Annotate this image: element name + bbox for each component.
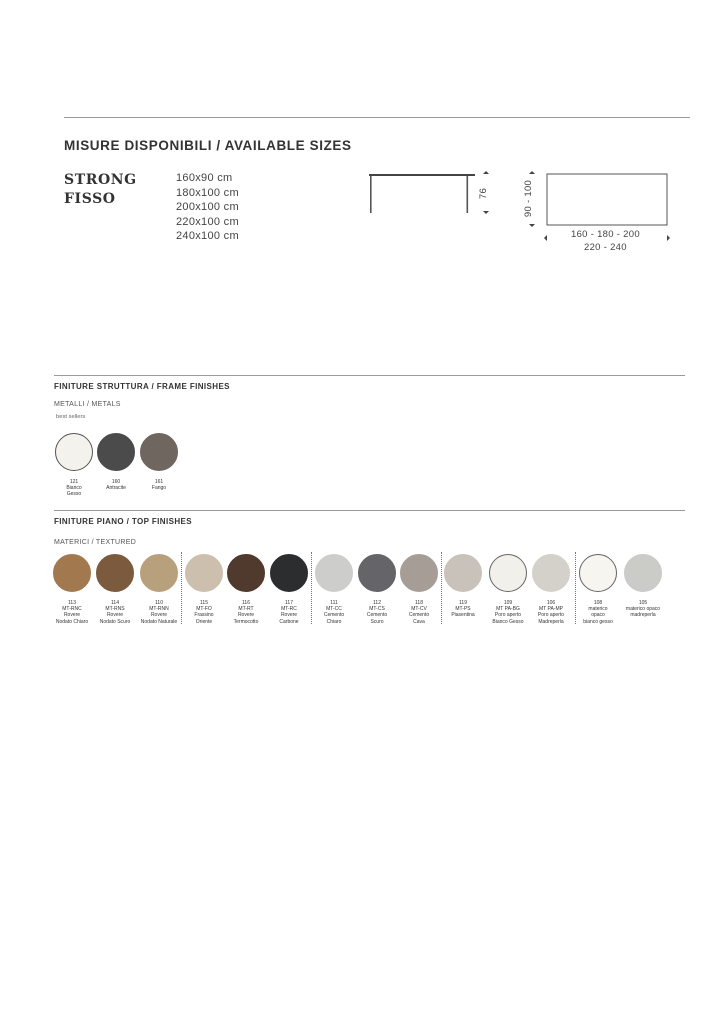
- frame-divider: [54, 375, 685, 376]
- finish-swatch: [525, 554, 577, 625]
- swatch-color-circle: [55, 433, 93, 471]
- sizes-title: MISURE DISPONIBILI / AVAILABLE SIZES: [64, 138, 352, 153]
- swatch-label-line: 105: [638, 600, 648, 606]
- swatch-label: [525, 600, 577, 625]
- swatch-label-line: MT-RNC: [62, 606, 82, 613]
- frame-finishes-subtitle: METALLI / METALS: [54, 401, 121, 408]
- swatch-color-circle: [96, 554, 134, 592]
- swatch-label-line: 114: [111, 600, 119, 606]
- swatch-label-line: MT-RC: [281, 606, 297, 613]
- swatch-label-line: Nodato Naturale: [140, 618, 178, 625]
- swatch-color-circle: [270, 554, 308, 592]
- swatch-label-line: Madreperla: [538, 618, 564, 625]
- length-dimension-line2: 220 - 240: [584, 242, 627, 253]
- model-name-line2: FISSO: [64, 191, 116, 207]
- swatch-label: [133, 479, 185, 491]
- swatch-color-circle: [97, 433, 135, 471]
- swatch-label-line: MT-RNS: [105, 606, 125, 613]
- swatch-color-circle: [140, 554, 178, 592]
- swatch-label-line: 111: [330, 600, 338, 606]
- swatch-label-line: Rovere: [280, 612, 298, 619]
- swatch-label-line: Cemento: [323, 612, 345, 619]
- swatch-label-line: MT-RT: [238, 606, 254, 613]
- group-separator: [441, 552, 442, 624]
- swatch-color-circle: [444, 554, 482, 592]
- swatch-label-line: 117: [285, 600, 293, 606]
- swatch-color-circle: [185, 554, 223, 592]
- swatch-label-line: Fango: [151, 485, 167, 492]
- swatch-label-line: Oriente: [195, 618, 213, 625]
- swatch-color-circle: [400, 554, 438, 592]
- swatch-label-line: Nodato Chiaro: [55, 618, 89, 625]
- swatch-color-circle: [53, 554, 91, 592]
- swatch-label-line: Bianco: [66, 485, 82, 492]
- swatch-label-line: Cemento: [408, 612, 430, 619]
- swatch-label-line: Chiaro: [326, 618, 342, 625]
- top-finishes-subtitle: MATERICI / TEXTURED: [54, 539, 137, 546]
- swatch-label-line: Carbone: [279, 618, 299, 625]
- swatch-color-circle: [624, 554, 662, 592]
- length-dimension-line1: 160 - 180 - 200: [571, 229, 640, 240]
- swatch-color-circle: [579, 554, 617, 592]
- swatch-label-line: 106: [546, 600, 556, 606]
- swatch-label-line: Termocotto: [233, 618, 259, 625]
- swatch-label-line: Poro aperto: [537, 612, 565, 619]
- top-divider: [64, 117, 690, 118]
- swatch-label-line: Scuro: [370, 618, 384, 625]
- finish-swatch: [617, 554, 669, 619]
- swatch-label-line: MT-PS: [455, 606, 471, 613]
- size-item: 160x90 cm: [176, 172, 233, 184]
- swatch-color-circle: [227, 554, 265, 592]
- swatch-label-line: opaco: [591, 612, 605, 619]
- swatch-color-circle: [315, 554, 353, 592]
- swatch-label-line: 113: [68, 600, 76, 606]
- size-item: 240x100 cm: [176, 230, 239, 242]
- swatch-label-line: MT-CC: [326, 606, 342, 613]
- swatch-label-line: MT-RNN: [149, 606, 169, 613]
- swatch-label: [617, 600, 669, 619]
- swatch-label-line: Piasentina: [451, 612, 475, 619]
- group-separator: [575, 552, 576, 624]
- swatch-label-line: 119: [459, 600, 467, 606]
- swatch-label-line: MT-CS: [369, 606, 385, 613]
- swatch-label-line: Nodato Scuro: [99, 618, 131, 625]
- size-item: 200x100 cm: [176, 201, 239, 213]
- swatch-label-line: materico opaco: [625, 606, 661, 613]
- swatch-label-line: Rovere: [237, 612, 255, 619]
- swatch-label-line: 112: [373, 600, 381, 606]
- swatch-label-line: 161: [154, 479, 164, 485]
- height-dimension: 76: [478, 187, 490, 200]
- swatch-label-line: Frassino: [194, 612, 214, 619]
- swatch-label-line: Bianco Gesso: [492, 618, 524, 625]
- swatch-color-circle: [140, 433, 178, 471]
- swatch-label-line: 118: [415, 600, 423, 606]
- swatch-label-line: MT-FO: [196, 606, 212, 613]
- swatch-label-line: 110: [155, 600, 163, 606]
- swatch-color-circle: [532, 554, 570, 592]
- swatch-label-line: Rovere: [150, 612, 168, 619]
- swatch-label-line: Rovere: [63, 612, 81, 619]
- top-finishes-title: FINITURE PIANO / TOP FINISHES: [54, 517, 192, 526]
- swatch-label-line: 115: [200, 600, 208, 606]
- size-item: 180x100 cm: [176, 187, 239, 199]
- swatch-label-line: 109: [503, 600, 513, 606]
- top-finishes-divider: [54, 510, 685, 511]
- group-separator: [181, 552, 182, 624]
- frame-finishes-title: FINITURE STRUTTURA / FRAME FINISHES: [54, 382, 230, 391]
- size-item: 220x100 cm: [176, 216, 239, 228]
- swatch-label-line: materico: [588, 606, 608, 613]
- depth-dimension: 90 - 100: [523, 179, 535, 218]
- swatch-label-line: Gesso: [66, 491, 82, 498]
- group-separator: [311, 552, 312, 624]
- finish-swatch: [133, 433, 185, 491]
- model-name-line1: STRONG: [64, 172, 137, 188]
- swatch-label-line: 108: [593, 600, 603, 606]
- swatch-label-line: MT-CV: [411, 606, 427, 613]
- swatch-label-line: 160: [111, 479, 121, 485]
- swatch-label-line: Poro aperto: [494, 612, 522, 619]
- swatch-label-line: Cemento: [366, 612, 388, 619]
- swatch-label-line: 116: [242, 600, 250, 606]
- swatch-color-circle: [489, 554, 527, 592]
- best-sellers-note: best sellers: [56, 414, 86, 420]
- swatch-label-line: 121: [69, 479, 79, 485]
- swatch-label-line: madreperla: [630, 612, 656, 619]
- swatch-label-line: Cava: [413, 618, 425, 625]
- swatch-label-line: Rovere: [106, 612, 124, 619]
- swatch-label-line: Antracite: [106, 485, 126, 492]
- swatch-label-line: MT PA-MP: [539, 606, 563, 613]
- swatch-label-line: MT PA-BG: [496, 606, 520, 613]
- swatch-color-circle: [358, 554, 396, 592]
- swatch-label-line: bianco gesso: [583, 618, 613, 625]
